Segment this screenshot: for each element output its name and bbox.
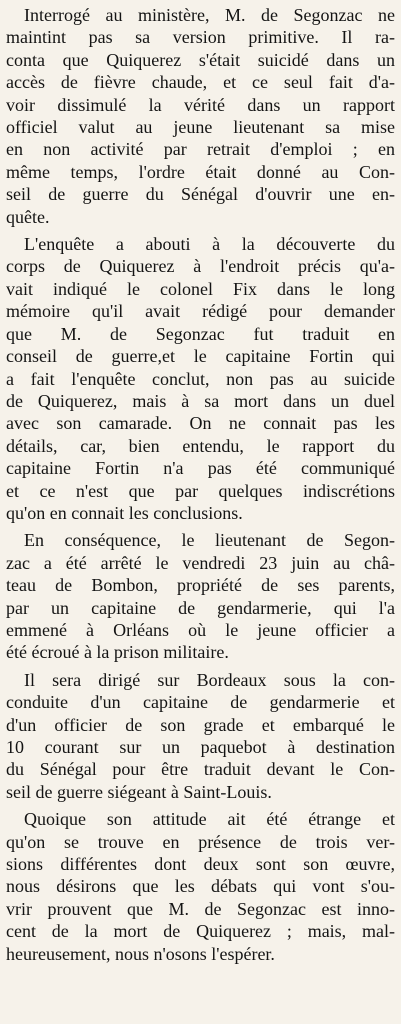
- text-line: quête.: [6, 206, 50, 227]
- text-line: a fait l'enquête conclut, non pas au suicide: [6, 368, 395, 389]
- article-paragraph: [6, 669, 395, 803]
- text-line: emmené à Orléans où le jeune officier a: [6, 619, 395, 640]
- text-line: été écroué à la prison militaire.: [6, 642, 229, 663]
- text-line: vait indiqué le colonel Fix dans le long: [6, 278, 395, 299]
- text-line: qu'on se trouve en présence de trois ver-: [6, 831, 395, 852]
- text-line: par un capitaine de gendarmerie, qui l'a: [6, 597, 395, 618]
- text-line: avec son camarade. On ne connait pas les: [6, 413, 395, 434]
- text-line: cent de la mort de Quiquerez ; mais, mal-: [6, 921, 395, 942]
- text-line: conseil de guerre,et le capitaine Fortin qui: [6, 346, 395, 367]
- text-line: L'enquête a abouti à la découverte du: [24, 234, 395, 255]
- text-line: teau de Bombon, propriété de ses parents,: [6, 575, 395, 596]
- article-paragraph: [6, 233, 395, 524]
- text-line: seil de guerre du Sénégal d'ouvrir une en-: [6, 184, 395, 205]
- article-paragraph: [6, 529, 395, 663]
- text-line: Interrogé au ministère, M. de Segonzac ne: [24, 5, 395, 25]
- text-line: accès de fièvre chaude, et ce seul fait d'a-: [6, 72, 395, 93]
- text-line: que M. de Segonzac fut traduit en: [6, 323, 395, 344]
- text-line: officiel valut au jeune lieutenant sa mise: [6, 117, 395, 138]
- article-body: [6, 4, 395, 965]
- text-line: vrir prouvent que M. de Segonzac est inno-: [6, 898, 395, 919]
- text-line: d'un officier de son grade et embarqué le: [6, 714, 395, 735]
- text-line: du Sénégal pour être traduit devant le Con-: [6, 759, 395, 780]
- text-line: sions différentes dont deux sont son œuvre,: [6, 854, 395, 875]
- text-line: 10 courant sur un paquebot à destination: [6, 737, 395, 757]
- text-line: capitaine Fortin n'a pas été communiqué: [6, 458, 395, 479]
- article-paragraph: [6, 4, 395, 228]
- text-line: maintint pas sa version primitive. Il ra-: [6, 27, 395, 48]
- text-line: et ce n'est que par quelques indiscrétions: [6, 480, 395, 501]
- text-line: voir dissimulé la vérité dans un rapport: [6, 94, 395, 115]
- text-line: heureusement, nous n'osons l'espérer.: [6, 943, 275, 964]
- text-line: nous désirons que les débats qui vont s'ou-: [6, 876, 395, 897]
- text-line: conduite d'un capitaine de gendarmerie et: [6, 692, 395, 713]
- text-line: Il sera dirigé sur Bordeaux sous la con-: [24, 669, 395, 690]
- text-line: Quoique son attitude ait été étrange et: [24, 809, 395, 830]
- text-line: En conséquence, le lieutenant de Segon-: [24, 530, 395, 551]
- article-paragraph: [6, 808, 395, 965]
- text-line: mémoire qu'il avait rédigé pour demander: [6, 301, 395, 322]
- text-line: qu'on en connait les conclusions.: [6, 502, 243, 523]
- text-line: corps de Quiquerez à l'endroit précis qu'a-: [6, 256, 395, 277]
- text-line: zac a été arrêté le vendredi 23 juin au châ-: [6, 552, 395, 573]
- text-line: en non activité par retrait d'emploi ; en: [6, 139, 395, 160]
- text-line: conta que Quiquerez s'était suicidé dans un: [6, 49, 395, 70]
- text-line: même temps, l'ordre était donné au Con-: [6, 161, 395, 182]
- text-line: détails, car, bien entendu, le rapport du: [6, 435, 395, 456]
- text-line: seil de guerre siégeant à Saint-Louis.: [6, 781, 272, 802]
- text-line: de Quiquerez, mais à sa mort dans un duel: [6, 390, 395, 411]
